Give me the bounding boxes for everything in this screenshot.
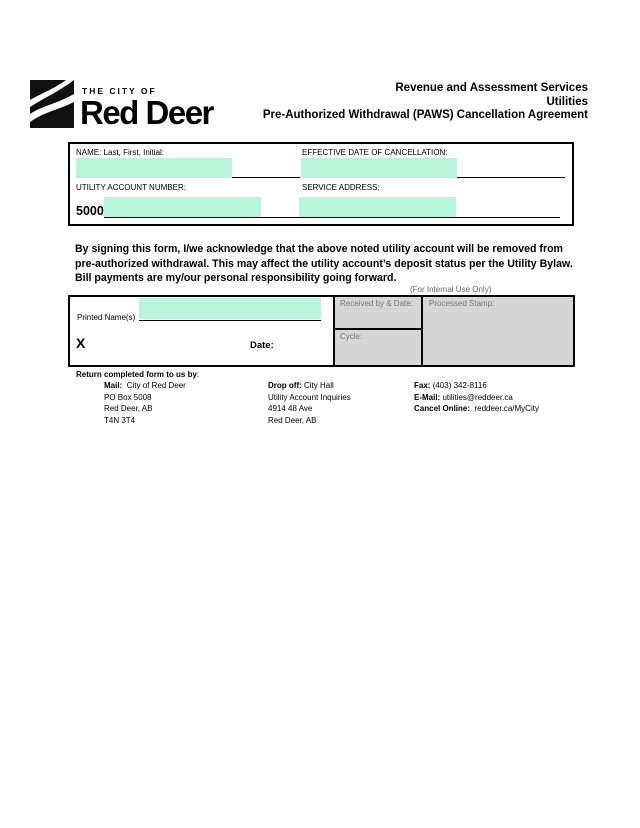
service-address-underline	[299, 217, 560, 218]
printed-name-label: Printed Name(s)	[77, 313, 136, 322]
cancel-online-link[interactable]: reddeer.ca/MyCity	[474, 404, 539, 413]
account-prefix: 5000	[76, 204, 104, 218]
return-heading	[76, 369, 199, 381]
dropoff-label: Drop off:	[268, 381, 302, 390]
account-number-input[interactable]	[104, 197, 261, 217]
form-title: Pre-Authorized Withdrawal (PAWS) Cancellation Agreement	[262, 109, 588, 121]
received-by-label: Received by & Date:	[340, 299, 413, 308]
agreement-text: By signing this form, I/we acknowledge that the above noted utility account will be removed from pre-authorized withdrawal. This may affect the utility account’s deposit status per the Utility Bylaw. Bill payments are my/our personal responsibility going forward.	[75, 243, 573, 284]
email-label: E-Mail:	[414, 392, 441, 402]
account-underline	[104, 217, 300, 218]
processed-stamp-label: Processed Stamp:	[429, 299, 495, 308]
effective-date-input[interactable]	[301, 158, 457, 178]
internal-use-label: (For Internal Use Only)	[410, 285, 492, 294]
mail-label: Mail:	[104, 381, 123, 390]
fax-label: Fax:	[414, 381, 431, 390]
effective-date-label: EFFECTIVE DATE OF CANCELLATION:	[302, 148, 448, 157]
mail-line-2: PO Box 5008	[104, 392, 152, 402]
email-link[interactable]: utilities@reddeer.ca	[442, 392, 513, 402]
dropoff-line-2: Utility Account Inquiries	[268, 392, 351, 402]
return-heading-colon: :	[196, 370, 200, 379]
service-address-input[interactable]	[299, 197, 456, 217]
mail-line-4: T4N 3T4	[104, 415, 136, 425]
service-address-label: SERVICE ADDRESS:	[302, 183, 380, 192]
mail-line-1: City of Red Deer	[126, 381, 186, 390]
dropoff-line-3: 4914 48 Ave	[268, 404, 313, 413]
name-underline	[232, 177, 300, 178]
cycle-label: Cycle:	[340, 332, 363, 341]
header-department: Revenue and Assessment Services	[395, 82, 588, 94]
cancel-online-label: Cancel Online:	[414, 404, 471, 413]
dropoff-line-1: City Hall	[304, 381, 334, 390]
return-heading-text: Return completed form to us by	[76, 370, 197, 379]
mail-block	[104, 380, 186, 426]
header-division: Utilities	[546, 96, 588, 108]
dropoff-line-4: Red Deer, AB	[268, 415, 317, 425]
city-logo-icon	[30, 80, 74, 128]
printed-name-input[interactable]	[139, 298, 321, 319]
name-input[interactable]	[76, 158, 232, 178]
contact-block	[414, 380, 539, 415]
logo-small-text: THE CITY OF	[82, 86, 157, 96]
dropoff-block	[268, 380, 351, 426]
effective-date-underline	[457, 177, 565, 178]
signature-x-mark: X	[76, 335, 86, 351]
mail-line-3: Red Deer, AB	[104, 404, 153, 413]
fax-value: (403) 342-8116	[432, 381, 487, 390]
date-label: Date:	[250, 340, 274, 351]
name-label: NAME: Last, First, Initial:	[76, 148, 165, 157]
printed-name-underline	[139, 320, 321, 321]
logo-city-name: Red Deer	[80, 94, 213, 131]
account-number-label: UTILITY ACCOUNT NUMBER:	[76, 183, 186, 192]
